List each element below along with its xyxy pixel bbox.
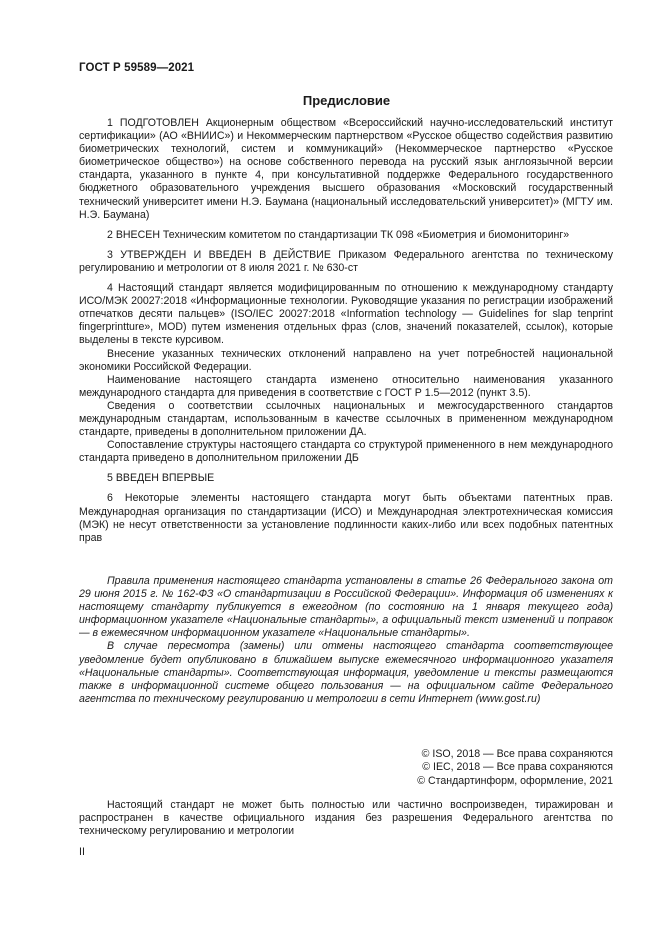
paragraph-deviations: Внесение указанных технических отклонений направлено на учет потребностей национальной экономики Российской Федерации. <box>79 347 613 373</box>
notice-rules: Правила применения настоящего стандарта установлены в статье 26 Федерального закона от 29 июня 2015 г. № 162-ФЗ «О стандартизации в Российской Федерации». Информация об изменениях к настоящему стандарту публикуется в ежегодном (по состоянию на 1 января текущего года) информационном указателе «Национальные стандарты», а официальный текст изменений и поправок — в ежемесячном информационном указателе «Национальные стандарты». <box>79 575 613 640</box>
document-header: ГОСТ Р 59589—2021 <box>79 62 195 74</box>
paragraph-structure: Сопоставление структуры настоящего стандарта со структурой примененного в нем международного стандарта приведено в дополнительном приложении ДБ <box>79 439 613 465</box>
page-title: Предисловие <box>302 93 391 108</box>
copyright-iec: © IEC, 2018 — Все права сохраняются <box>422 761 613 774</box>
paragraph-prepared: 1 ПОДГОТОВЛЕН Акционерным обществом «Всероссийский научно-исследовательский институт сертификации» (АО «ВНИИС») и Некоммерческим партнерством «Русское общество содействия развитию биометрических технологий, систем и коммуникаций» (Некоммерческое партнерство «Русское биометрическое общество») на основе собственного перевода на русский язык англоязычной версии стандарта, указанного в пункте 4, при консультативной поддержке Федерального государственного бюджетного образовательного учреждения высшего образования «Московский государственный технический университет имени Н.Э. Баумана (национальный исследовательский университет)» (МГТУ им. Н.Э. Баумана) <box>79 117 613 221</box>
page-number: II <box>79 846 85 858</box>
notice-revision: В случае пересмотра (замены) или отмены настоящего стандарта соответствующее уведомление будет опубликовано в ближайшем выпуске ежемесячного информационного указателя «Национальные стандарты». Соответствующая информация, уведомление и тексты размещаются также в информационной системе общего пользования — на официальном сайте Федерального агентства по техническому регулированию и метрологии в сети Интернет (www.gost.ru) <box>79 640 613 705</box>
paragraph-introduced: 2 ВНЕСЕН Техническим комитетом по стандартизации ТК 098 «Биометрия и биомониторинг» <box>107 228 570 241</box>
paragraph-first-introduced: 5 ВВЕДЕН ВПЕРВЫЕ <box>107 472 215 485</box>
paragraph-approved: 3 УТВЕРЖДЕН И ВВЕДЕН В ДЕЙСТВИЕ Приказом Федерального агентства по техническому регулированию и метрологии от 8 июля 2021 г. № 630-ст <box>79 248 613 274</box>
reproduction-notice <box>79 799 613 838</box>
copyright-block <box>417 748 613 788</box>
reproduction-text: Настоящий стандарт не может быть полностью или частично воспроизведен, тиражирован и распространен в качестве официального издания без разрешения Федерального агентства по техническому регулированию и метрологии <box>79 799 613 838</box>
paragraph-name-change: Наименование настоящего стандарта изменено относительно наименования указанного международного стандарта для приведения в соответствие с ГОСТ Р 1.5—2012 (пункт 3.5). <box>79 373 613 399</box>
copyright-standartinform: © Стандартинформ, оформление, 2021 <box>417 774 613 787</box>
foreword-body <box>79 117 613 545</box>
paragraph-references: Сведения о соответствии ссылочных национальных и межгосударственного стандартов международным стандартам, использованным в качестве ссылочных в примененном международном стандарте, приведены в дополнительном приложении ДА. <box>79 399 613 439</box>
copyright-iso: © ISO, 2018 — Все права сохраняются <box>421 748 613 760</box>
paragraph-modified: 4 Настоящий стандарт является модифицированным по отношению к международному стандарту ИСО/МЭК 20027:2018 «Информационные технологии. Руководящие указания по регистрации изображений отпечатков десяти пальцев» (ISO/IEC 20027:2018 «Information technology — Guidelines for slap tenprint fingerprintture», MOD) путем изменения отдельных фраз (слов, значений показателей, ссылок), которые выделены в тексте курсивом. <box>79 282 613 347</box>
application-notice <box>79 575 613 706</box>
paragraph-patents: 6 Некоторые элементы настоящего стандарта могут быть объектами патентных прав. Международная организация по стандартизации (ИСО) и Международная электротехническая комиссия (МЭК) не несут ответственности за установление подлинности каких-либо или всех подобных патентных прав <box>79 492 613 544</box>
